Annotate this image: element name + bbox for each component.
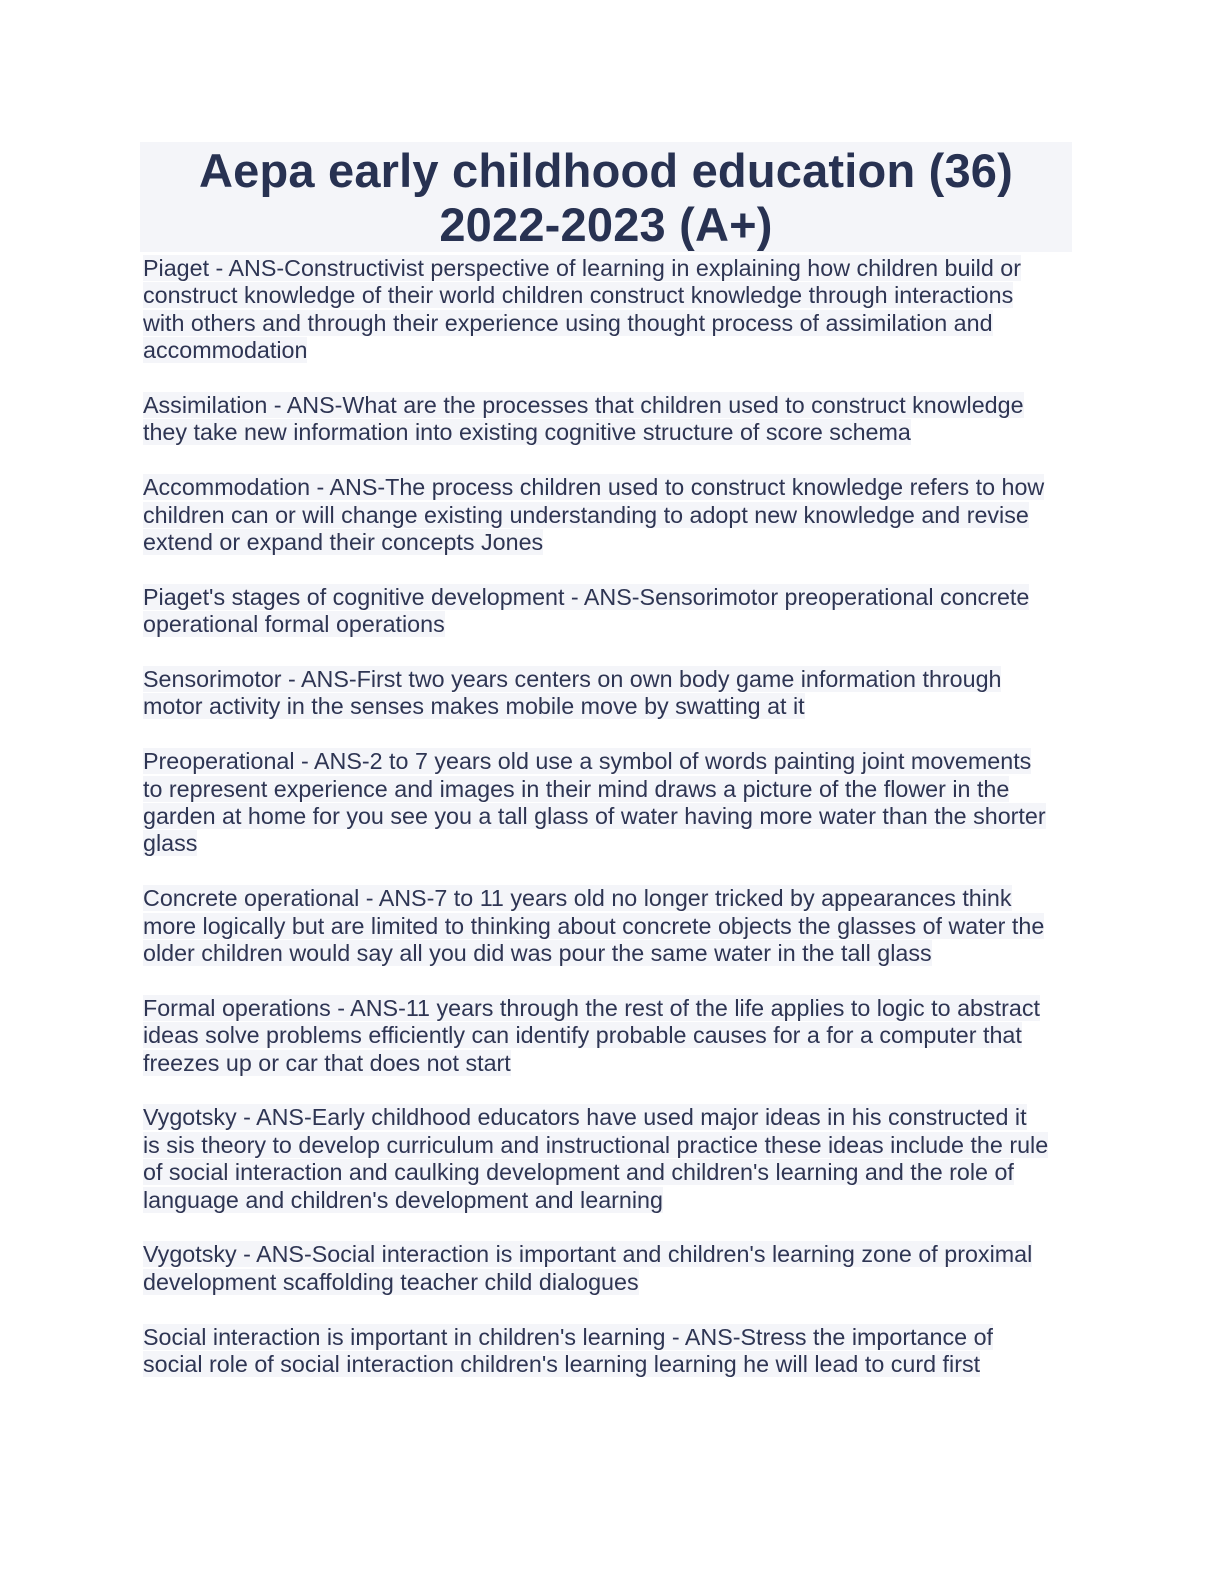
title-line-2: 2022-2023 (A+): [439, 198, 773, 251]
flashcard-entry: [143, 1104, 1072, 1214]
entry-line-text: Piaget - ANS-Constructivist perspective of learning in explaining how children build or: [143, 255, 1021, 281]
entry-line-text: language and children's development and learning: [143, 1186, 663, 1213]
entry-line-text: construct knowledge of their world children construct knowledge through interactions: [143, 282, 1014, 309]
entry-line: [143, 611, 1072, 638]
entry-line-text: Formal operations - ANS-11 years through the rest of the life applies to logic to abstract: [143, 994, 1040, 1021]
entry-line-text: they take new information into existing cognitive structure of score schema: [143, 419, 911, 446]
entry-line-text: of social interaction and caulking development and children's learning and the role of: [143, 1159, 1014, 1186]
entry-line-text: glass: [143, 830, 198, 857]
entry-line-text: Concrete operational - ANS-7 to 11 years old no longer tricked by appearances think: [143, 885, 1012, 912]
entry-line-text: social role of social interaction children's learning learning he will lead to curd first: [143, 1351, 981, 1378]
entry-line-text: to represent experience and images in their mind draws a picture of the flower in the: [143, 775, 1010, 802]
entry-line-text: garden at home for you see you a tall glass of water having more water than the shorter: [143, 803, 1046, 830]
entry-line-text: Preoperational - ANS-2 to 7 years old use a symbol of words painting joint movements: [143, 748, 1032, 775]
entry-line: [143, 748, 1072, 775]
flashcard-entry: [143, 995, 1072, 1077]
entry-line: [143, 913, 1072, 940]
entry-line: [143, 1132, 1072, 1159]
flashcard-entry: [143, 1324, 1072, 1379]
entry-line: [143, 803, 1072, 830]
entry-line-text: extend or expand their concepts Jones: [143, 529, 544, 556]
entry-line-text: Social interaction is important in children's learning - ANS-Stress the importance of: [143, 1323, 993, 1350]
flashcard-entry: [143, 748, 1072, 858]
entry-line: [143, 693, 1072, 720]
entry-line-text: Vygotsky - ANS-Early childhood educators have used major ideas in his constructed it: [143, 1104, 1027, 1131]
title-line-1: Aepa early childhood education (36): [199, 144, 1013, 197]
entry-line: [143, 1159, 1072, 1186]
entry-line: [143, 529, 1072, 556]
entry-line: [143, 1269, 1072, 1296]
entry-line-text: more logically but are limited to thinking about concrete objects the glasses of water the: [143, 912, 1045, 939]
entry-line: [143, 255, 1072, 282]
entry-line-text: with others and through their experience using thought process of assimilation and: [143, 309, 993, 336]
entry-line: [143, 337, 1072, 364]
entry-line-text: Vygotsky - ANS-Social interaction is important and children's learning zone of proximal: [143, 1241, 1033, 1268]
entry-line: [143, 1187, 1072, 1214]
flashcard-entry: [143, 474, 1072, 556]
document-page: [140, 142, 1072, 1406]
entry-line-text: Accommodation - ANS-The process children used to construct knowledge refers to how: [143, 474, 1045, 501]
entry-line: [143, 282, 1072, 309]
entry-line-text: ideas solve problems efficiently can identify probable causes for a for a computer that: [143, 1022, 1022, 1049]
entry-line: [143, 419, 1072, 446]
entry-line: [143, 995, 1072, 1022]
entry-line-text: is sis theory to develop curriculum and instructional practice these ideas include the rule: [143, 1131, 1049, 1158]
flashcard-entry: [143, 392, 1072, 447]
entry-line-text: freezes up or car that does not start: [143, 1049, 511, 1076]
entry-line-text: Assimilation - ANS-What are the processes that children used to construct knowledge: [143, 392, 1024, 419]
flashcard-entry: [143, 584, 1072, 639]
entry-line: [143, 830, 1072, 857]
entry-line: [143, 940, 1072, 967]
flashcard-list: [140, 255, 1072, 1379]
entry-line-text: operational formal operations: [143, 611, 445, 638]
entry-line-text: children can or will change existing understanding to adopt new knowledge and revise: [143, 501, 1029, 528]
entry-line: [143, 885, 1072, 912]
entry-line: [143, 1104, 1072, 1131]
entry-line-text: Piaget's stages of cognitive development - ANS-Sensorimotor preoperational concrete: [143, 583, 1030, 610]
entry-line: [143, 502, 1072, 529]
flashcard-entry: [143, 255, 1072, 365]
entry-line: [143, 1324, 1072, 1351]
flashcard-entry: [143, 885, 1072, 967]
entry-line-text: motor activity in the senses makes mobile move by swatting at it: [143, 693, 805, 720]
flashcard-entry: [143, 1241, 1072, 1296]
document-title: [140, 142, 1072, 252]
entry-line: [143, 776, 1072, 803]
entry-line: [143, 584, 1072, 611]
entry-line-text: older children would say all you did was pour the same water in the tall glass: [143, 940, 932, 967]
entry-line: [143, 1050, 1072, 1077]
entry-line-text: accommodation: [143, 337, 308, 364]
entry-line: [143, 666, 1072, 693]
entry-line: [143, 1022, 1072, 1049]
entry-line: [143, 474, 1072, 501]
entry-line: [143, 1241, 1072, 1268]
entry-line: [143, 1351, 1072, 1378]
entry-line-text: development scaffolding teacher child dialogues: [143, 1268, 639, 1295]
entry-line: [143, 310, 1072, 337]
entry-line: [143, 392, 1072, 419]
entry-line-text: Sensorimotor - ANS-First two years centers on own body game information through: [143, 666, 1002, 693]
flashcard-entry: [143, 666, 1072, 721]
